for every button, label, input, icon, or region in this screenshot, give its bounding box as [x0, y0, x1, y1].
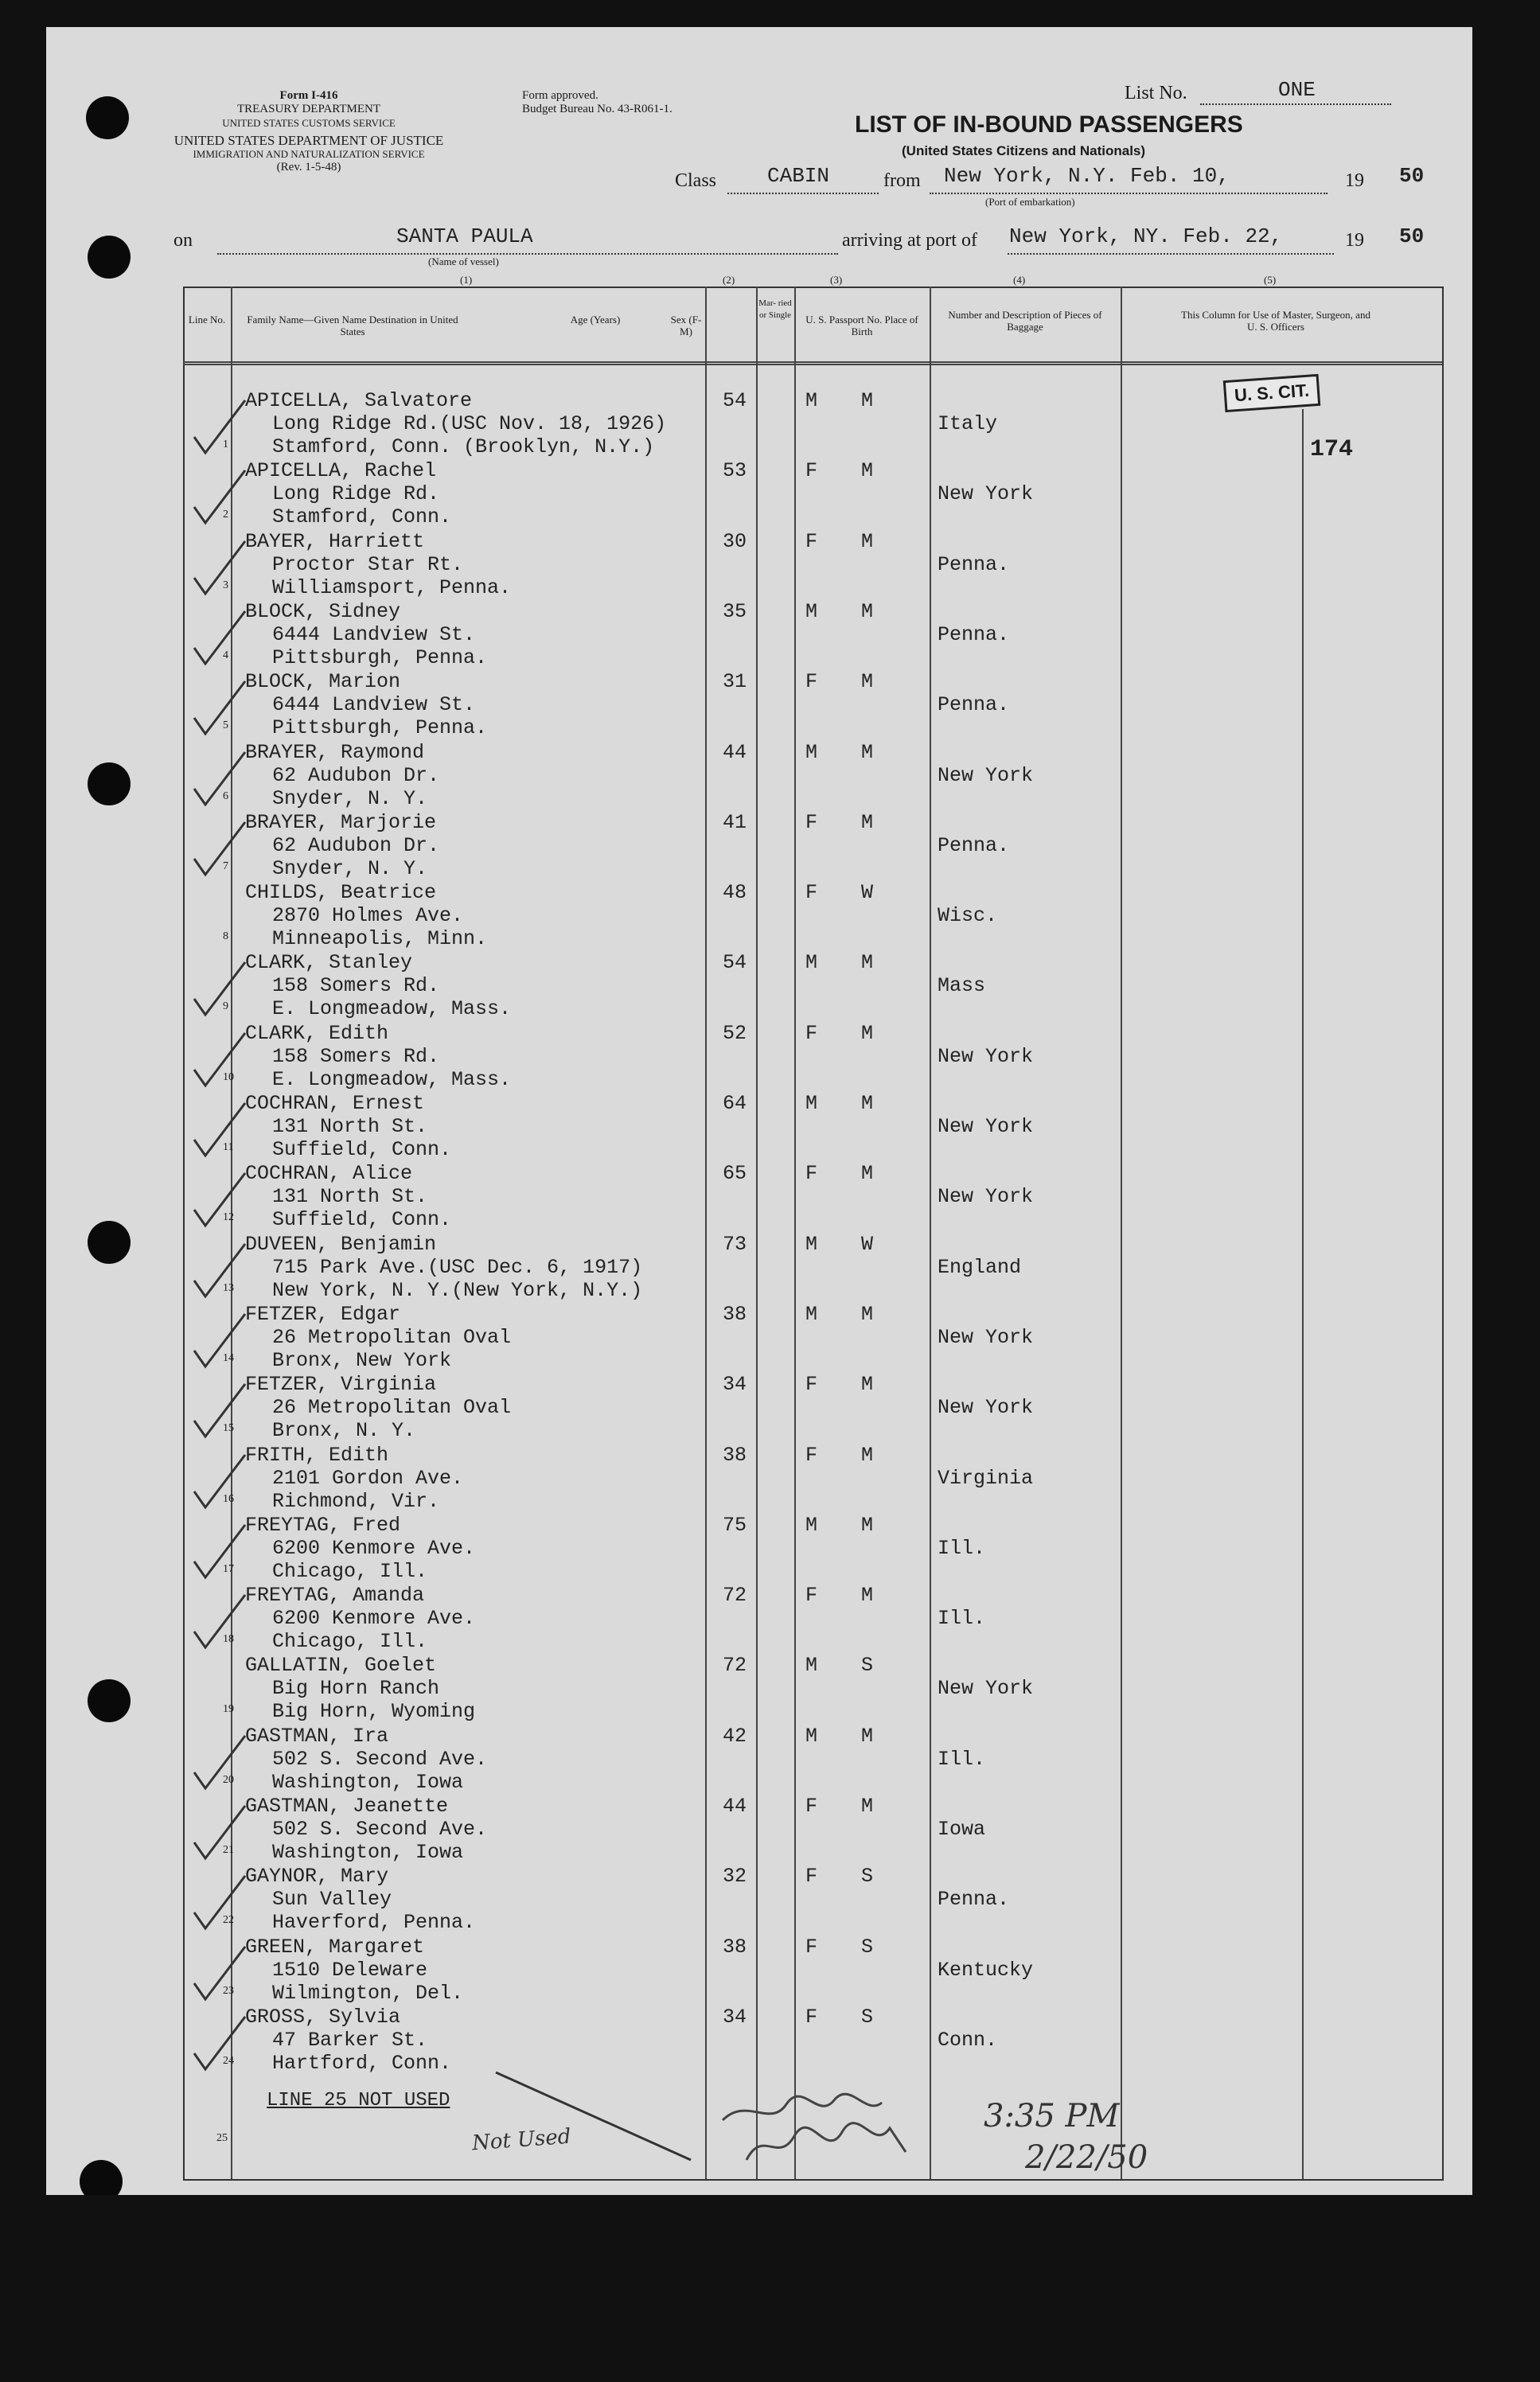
- col-header-sex: Sex (F-M): [670, 314, 702, 337]
- passenger-address: 6200 Kenmore Ave.: [272, 1607, 476, 1630]
- passenger-marital-status: M: [861, 1092, 874, 1115]
- officer-number: 174: [1310, 436, 1354, 463]
- passenger-birthplace: Wisc.: [938, 904, 998, 927]
- check-mark: [188, 1522, 251, 1585]
- passenger-address: Long Ridge Rd.(USC Nov. 18, 1926): [272, 412, 667, 435]
- line-number: 4: [223, 649, 228, 661]
- passenger-city: Washington, Iowa: [272, 1841, 464, 1864]
- passenger-birthplace: New York: [938, 1115, 1034, 1138]
- passenger-name: COCHRAN, Ernest: [245, 1092, 425, 1115]
- passenger-address: 26 Metropolitan Oval: [272, 1396, 512, 1419]
- check-mark: [188, 1733, 251, 1796]
- passenger-name: FETZER, Edgar: [245, 1303, 401, 1326]
- check-mark: [188, 467, 251, 531]
- passenger-age: 54: [723, 951, 747, 974]
- passenger-address: 6200 Kenmore Ave.: [272, 1537, 476, 1560]
- passenger-sex: F: [805, 811, 818, 834]
- check-mark: [188, 1803, 251, 1866]
- line-number: 13: [223, 1282, 234, 1294]
- check-mark: [188, 1873, 251, 1936]
- passenger-name: GROSS, Sylvia: [245, 2006, 401, 2029]
- passenger-name: FETZER, Virginia: [245, 1373, 437, 1396]
- passenger-sex: F: [805, 1865, 818, 1888]
- passenger-age: 31: [723, 670, 747, 693]
- check-mark: [188, 959, 251, 1023]
- passenger-city: E. Longmeadow, Mass.: [272, 997, 512, 1020]
- table-row: [46, 741, 1472, 811]
- check-mark: [188, 678, 251, 742]
- passenger-age: 53: [723, 459, 747, 482]
- punch-hole: [80, 2160, 123, 2195]
- line-number: 10: [223, 1071, 234, 1083]
- passenger-marital-status: M: [861, 389, 874, 412]
- passenger-name: GALLATIN, Goelet: [245, 1654, 437, 1677]
- passenger-city: Chicago, Ill.: [272, 1630, 428, 1653]
- passenger-name: DUVEEN, Benjamin: [245, 1233, 437, 1256]
- col-num: (2): [723, 274, 735, 286]
- line-number: 18: [223, 1633, 234, 1645]
- passenger-sex: M: [805, 1725, 818, 1748]
- passenger-address: 715 Park Ave.(USC Dec. 6, 1917): [272, 1256, 643, 1279]
- passenger-sex: M: [805, 951, 818, 974]
- col-num: (5): [1264, 274, 1277, 286]
- col-header-name: Family Name—Given Name Destination in United States: [247, 314, 458, 337]
- passenger-address: 502 S. Second Ave.: [272, 1748, 488, 1771]
- port-embark-caption: (Port of embarkation): [985, 196, 1075, 208]
- line-number: 24: [223, 2055, 234, 2067]
- passenger-sex: M: [805, 1654, 818, 1677]
- passenger-name: APICELLA, Rachel: [245, 459, 437, 482]
- passenger-marital-status: M: [861, 1514, 874, 1537]
- passenger-city: Williamsport, Penna.: [272, 576, 512, 599]
- year-prefix: 19: [1345, 170, 1364, 191]
- passenger-name: BRAYER, Raymond: [245, 741, 425, 764]
- passenger-marital-status: M: [861, 530, 874, 553]
- passenger-marital-status: M: [861, 1162, 874, 1185]
- passenger-address: Sun Valley: [272, 1888, 392, 1911]
- check-mark: [188, 2014, 251, 2077]
- class-label: Class: [675, 170, 717, 191]
- line-number: 5: [223, 719, 228, 731]
- passenger-city: Haverford, Penna.: [272, 1911, 476, 1934]
- passenger-address: 6444 Landview St.: [272, 623, 476, 646]
- table-row: [46, 1303, 1472, 1373]
- page-title: LIST OF IN-BOUND PASSENGERS: [855, 111, 1243, 138]
- passenger-city: Stamford, Conn. (Brooklyn, N.Y.): [272, 435, 655, 458]
- passenger-address: 2101 Gordon Ave.: [272, 1467, 464, 1490]
- passenger-birthplace: Kentucky: [938, 1959, 1034, 1982]
- line-number: 2: [223, 509, 228, 520]
- manifest-page: [46, 27, 1472, 2195]
- passenger-address: Long Ridge Rd.: [272, 482, 440, 505]
- passenger-sex: F: [805, 670, 818, 693]
- table-row: [46, 1865, 1472, 1935]
- passenger-address: 62 Audubon Dr.: [272, 764, 440, 787]
- passenger-city: Suffield, Conn.: [272, 1208, 452, 1231]
- line-number: 14: [223, 1352, 234, 1364]
- passenger-sex: F: [805, 1373, 818, 1396]
- passenger-age: 48: [723, 881, 747, 904]
- table-row: [46, 1022, 1472, 1092]
- col-num: (4): [1013, 274, 1026, 286]
- table-row: [46, 530, 1472, 600]
- budget-bureau: Budget Bureau No. 43-R061-1.: [522, 103, 673, 115]
- passenger-marital-status: M: [861, 1725, 874, 1748]
- arriving-label: arriving at port of: [842, 230, 977, 251]
- passenger-city: Hartford, Conn.: [272, 2052, 452, 2075]
- check-mark: [188, 819, 251, 883]
- line-number: 16: [223, 1493, 234, 1505]
- justice-dept: UNITED STATES DEPARTMENT OF JUSTICE: [173, 133, 444, 148]
- table-row: [46, 951, 1472, 1021]
- col-header-married: Mar- ried or Single: [758, 298, 792, 320]
- check-mark: [188, 1943, 251, 2007]
- passenger-address: 2870 Holmes Ave.: [272, 904, 464, 927]
- passenger-sex: M: [805, 1233, 818, 1256]
- passenger-address: 158 Somers Rd.: [272, 974, 440, 997]
- inspector-signature: [715, 2072, 985, 2176]
- punch-hole: [88, 236, 131, 279]
- passenger-city: Bronx, N. Y.: [272, 1419, 416, 1442]
- passenger-name: COCHRAN, Alice: [245, 1162, 413, 1185]
- check-mark: [188, 1311, 251, 1374]
- passenger-address: 1510 Deleware: [272, 1959, 428, 1982]
- passenger-sex: F: [805, 2006, 818, 2029]
- passenger-birthplace: Penna.: [938, 693, 1010, 716]
- passenger-age: 72: [723, 1584, 747, 1607]
- passenger-marital-status: M: [861, 1795, 874, 1818]
- table-row: [46, 670, 1472, 740]
- passenger-age: 73: [723, 1233, 747, 1256]
- passenger-address: 131 North St.: [272, 1115, 428, 1138]
- table-row: [46, 1654, 1472, 1724]
- class-value: CABIN: [767, 164, 830, 188]
- passenger-sex: M: [805, 1303, 818, 1326]
- passenger-birthplace: Mass: [938, 974, 986, 997]
- check-mark: [188, 1030, 251, 1094]
- passenger-address: 62 Audubon Dr.: [272, 834, 440, 857]
- year-prefix-arrival: 19: [1345, 230, 1364, 251]
- table-row: [46, 459, 1472, 529]
- passenger-address: 502 S. Second Ave.: [272, 1818, 488, 1841]
- passenger-sex: F: [805, 1584, 818, 1607]
- passenger-sex: F: [805, 1444, 818, 1467]
- line-number: 8: [223, 930, 228, 942]
- passenger-marital-status: M: [861, 670, 874, 693]
- passenger-age: 30: [723, 530, 747, 553]
- passenger-city: Minneapolis, Minn.: [272, 927, 488, 950]
- passenger-age: 54: [723, 389, 747, 412]
- table-row: [46, 1514, 1472, 1584]
- passenger-city: Chicago, Ill.: [272, 1560, 428, 1583]
- passenger-city: Richmond, Vir.: [272, 1490, 440, 1513]
- passenger-sex: F: [805, 881, 818, 904]
- passenger-address: Big Horn Ranch: [272, 1677, 440, 1700]
- passenger-age: 38: [723, 1936, 747, 1959]
- table-row: [46, 1233, 1472, 1303]
- passenger-marital-status: M: [861, 600, 874, 623]
- arrival-value: New York, NY. Feb. 22,: [1009, 224, 1283, 248]
- passenger-age: 64: [723, 1092, 747, 1115]
- line-number: 17: [223, 1563, 234, 1575]
- passenger-age: 44: [723, 1795, 747, 1818]
- treasury-dept: TREASURY DEPARTMENT: [236, 103, 381, 115]
- form-header-justice: [150, 134, 468, 174]
- form-header-left: [166, 89, 452, 130]
- passenger-birthplace: Virginia: [938, 1467, 1034, 1490]
- passenger-name: BAYER, Harriett: [245, 530, 425, 553]
- cross-out-line: [492, 2064, 699, 2168]
- passenger-birthplace: Penna.: [938, 834, 1010, 857]
- passenger-marital-status: M: [861, 1303, 874, 1326]
- passenger-marital-status: S: [861, 1654, 874, 1677]
- check-mark: [188, 1170, 251, 1234]
- form-approval: [522, 89, 729, 116]
- table-row: [46, 1444, 1472, 1514]
- not-used-note: Not Used: [471, 2124, 572, 2156]
- us-citizen-stamp: U. S. CIT.: [1223, 374, 1321, 412]
- check-mark: [188, 1452, 251, 1515]
- passenger-birthplace: New York: [938, 1677, 1034, 1700]
- passenger-name: CLARK, Edith: [245, 1022, 389, 1045]
- line-number: 6: [223, 790, 228, 802]
- passenger-city: E. Longmeadow, Mass.: [272, 1068, 512, 1091]
- passenger-birthplace: Penna.: [938, 623, 1010, 646]
- passenger-name: FREYTAG, Fred: [245, 1514, 401, 1537]
- line-number: 11: [223, 1141, 234, 1153]
- passenger-birthplace: Penna.: [938, 553, 1010, 576]
- year-arrival: 50: [1399, 224, 1425, 248]
- ins-service: IMMIGRATION AND NATURALIZATION SERVICE: [193, 148, 425, 160]
- passenger-address: 6444 Landview St.: [272, 693, 476, 716]
- table-row: [46, 1373, 1472, 1443]
- passenger-name: APICELLA, Salvatore: [245, 389, 473, 412]
- col-header-age: Age (Years): [570, 314, 621, 326]
- passenger-marital-status: S: [861, 2006, 874, 2029]
- line-number: 12: [223, 1211, 234, 1223]
- from-label: from: [883, 170, 921, 191]
- line-number: 3: [223, 579, 228, 591]
- passenger-sex: F: [805, 530, 818, 553]
- table-row: [46, 881, 1472, 951]
- col-header-officers: This Column for Use of Master, Surgeon, and U. S. Officers: [1181, 309, 1370, 333]
- table-row: [46, 1936, 1472, 2006]
- list-no-value: ONE: [1278, 78, 1316, 102]
- passenger-birthplace: New York: [938, 482, 1034, 505]
- passenger-birthplace: Ill.: [938, 1748, 986, 1771]
- vessel-caption: (Name of vessel): [428, 255, 499, 267]
- col-num: (3): [830, 274, 843, 286]
- check-mark: [188, 608, 251, 672]
- passenger-city: Big Horn, Wyoming: [272, 1700, 476, 1723]
- passenger-birthplace: New York: [938, 764, 1034, 787]
- passenger-age: 34: [723, 1373, 747, 1396]
- passenger-city: New York, N. Y.(New York, N.Y.): [272, 1279, 643, 1302]
- year-from: 50: [1399, 164, 1425, 188]
- passenger-birthplace: Conn.: [938, 2029, 998, 2052]
- passenger-age: 34: [723, 2006, 747, 2029]
- table-row: [46, 811, 1472, 881]
- passenger-marital-status: M: [861, 1373, 874, 1396]
- passenger-sex: F: [805, 459, 818, 482]
- passenger-address: 131 North St.: [272, 1185, 428, 1208]
- table-row: [46, 389, 1472, 459]
- passenger-birthplace: New York: [938, 1396, 1034, 1419]
- passenger-sex: M: [805, 1092, 818, 1115]
- passenger-city: Snyder, N. Y.: [272, 857, 428, 880]
- passenger-address: Proctor Star Rt.: [272, 553, 464, 576]
- passenger-city: Washington, Iowa: [272, 1771, 464, 1794]
- passenger-name: GASTMAN, Jeanette: [245, 1795, 449, 1818]
- check-mark: [188, 397, 251, 461]
- handwritten-time: 3:35 PM: [984, 2098, 1120, 2134]
- passenger-name: GREEN, Margaret: [245, 1936, 425, 1959]
- passenger-marital-status: S: [861, 1865, 874, 1888]
- line-number: 19: [223, 1703, 234, 1715]
- passenger-age: 32: [723, 1865, 747, 1888]
- passenger-name: BRAYER, Marjorie: [245, 811, 437, 834]
- table-row: [46, 2006, 1472, 2076]
- table-row: [46, 1092, 1472, 1162]
- passenger-birthplace: England: [938, 1256, 1022, 1279]
- passenger-marital-status: M: [861, 1444, 874, 1467]
- passenger-name: FRITH, Edith: [245, 1444, 389, 1467]
- passenger-name: CHILDS, Beatrice: [245, 881, 437, 904]
- passenger-city: Stamford, Conn.: [272, 505, 452, 528]
- passenger-name: FREYTAG, Amanda: [245, 1584, 425, 1607]
- passenger-address: 47 Barker St.: [272, 2029, 428, 2052]
- passenger-sex: F: [805, 1162, 818, 1185]
- from-value: New York, N.Y. Feb. 10,: [944, 164, 1230, 188]
- passenger-age: 72: [723, 1654, 747, 1677]
- passenger-marital-status: M: [861, 459, 874, 482]
- col-num: (1): [460, 274, 473, 286]
- line-number: 1: [223, 439, 228, 450]
- passenger-address: 26 Metropolitan Oval: [272, 1326, 512, 1349]
- table-row: [46, 1584, 1472, 1654]
- passenger-birthplace: New York: [938, 1185, 1034, 1208]
- list-no-label: List No.: [1125, 83, 1187, 103]
- line-number: 20: [223, 1774, 234, 1786]
- form-approved: Form approved.: [522, 89, 598, 102]
- passenger-age: 52: [723, 1022, 747, 1045]
- passenger-birthplace: New York: [938, 1326, 1034, 1349]
- passenger-address: 158 Somers Rd.: [272, 1045, 440, 1068]
- passenger-age: 38: [723, 1303, 747, 1326]
- passenger-marital-status: M: [861, 811, 874, 834]
- passenger-sex: M: [805, 741, 818, 764]
- passenger-birthplace: New York: [938, 1045, 1034, 1068]
- passenger-marital-status: M: [861, 951, 874, 974]
- passenger-age: 65: [723, 1162, 747, 1185]
- form-number: Form I-416: [279, 89, 338, 102]
- passenger-birthplace: Penna.: [938, 1888, 1010, 1911]
- line-number: 21: [223, 1844, 234, 1856]
- table-row: [46, 600, 1472, 670]
- passenger-sex: M: [805, 389, 818, 412]
- table-row: [46, 1725, 1472, 1795]
- passenger-birthplace: Ill.: [938, 1607, 986, 1630]
- check-mark: [188, 1241, 251, 1304]
- check-mark: [188, 749, 251, 813]
- passenger-city: Pittsburgh, Penna.: [272, 716, 488, 739]
- passenger-age: 44: [723, 741, 747, 764]
- passenger-marital-status: M: [861, 1022, 874, 1045]
- passenger-age: 42: [723, 1725, 747, 1748]
- passenger-age: 41: [723, 811, 747, 834]
- passenger-sex: F: [805, 1022, 818, 1045]
- passenger-name: GASTMAN, Ira: [245, 1725, 389, 1748]
- passenger-city: Snyder, N. Y.: [272, 787, 428, 810]
- passenger-marital-status: W: [861, 881, 874, 904]
- passenger-city: Wilmington, Del.: [272, 1982, 464, 2005]
- passenger-marital-status: M: [861, 741, 874, 764]
- handwritten-date: 2/22/50: [1025, 2139, 1148, 2176]
- vessel-name: SANTA PAULA: [396, 224, 533, 248]
- line-number: 15: [223, 1422, 234, 1434]
- line-number: 23: [223, 1985, 234, 1997]
- table-row: [46, 1795, 1472, 1865]
- passenger-name: BLOCK, Sidney: [245, 600, 401, 623]
- customs-service: UNITED STATES CUSTOMS SERVICE: [222, 117, 396, 129]
- passenger-city: Suffield, Conn.: [272, 1138, 452, 1161]
- passenger-name: BLOCK, Marion: [245, 670, 401, 693]
- passenger-marital-status: S: [861, 1936, 874, 1959]
- col-header-passport: U. S. Passport No. Place of Birth: [805, 314, 918, 337]
- check-mark: [188, 1381, 251, 1444]
- col-header-baggage: Number and Description of Pieces of Baggage: [948, 309, 1102, 333]
- line-25-text: LINE 25 NOT USED: [267, 2090, 450, 2111]
- passenger-birthplace: Ill.: [938, 1537, 986, 1560]
- passenger-sex: F: [805, 1936, 818, 1959]
- passenger-birthplace: Italy: [938, 412, 998, 435]
- passenger-city: Pittsburgh, Penna.: [272, 646, 488, 669]
- passenger-age: 35: [723, 600, 747, 623]
- passenger-sex: M: [805, 1514, 818, 1537]
- passenger-name: GAYNOR, Mary: [245, 1865, 389, 1888]
- check-mark: [188, 1100, 251, 1164]
- passenger-marital-status: M: [861, 1584, 874, 1607]
- page-subtitle: (United States Citizens and Nationals): [902, 143, 1146, 158]
- punch-hole: [86, 96, 129, 139]
- passenger-sex: F: [805, 1795, 818, 1818]
- line-number: 25: [216, 2132, 228, 2144]
- passenger-name: CLARK, Stanley: [245, 951, 413, 974]
- passenger-age: 75: [723, 1514, 747, 1537]
- passenger-sex: M: [805, 600, 818, 623]
- line-number: 22: [223, 1914, 234, 1926]
- passenger-age: 38: [723, 1444, 747, 1467]
- check-mark: [188, 1592, 251, 1655]
- line-number: 7: [223, 860, 228, 872]
- passenger-marital-status: W: [861, 1233, 874, 1256]
- on-label: on: [173, 230, 193, 251]
- revision: (Rev. 1-5-48): [276, 161, 341, 173]
- table-row: [46, 1162, 1472, 1232]
- line-number: 9: [223, 1000, 228, 1012]
- check-mark: [188, 538, 251, 602]
- col-header-line-no: Line No.: [188, 314, 226, 326]
- passenger-birthplace: Iowa: [938, 1818, 986, 1841]
- passenger-city: Bronx, New York: [272, 1349, 452, 1372]
